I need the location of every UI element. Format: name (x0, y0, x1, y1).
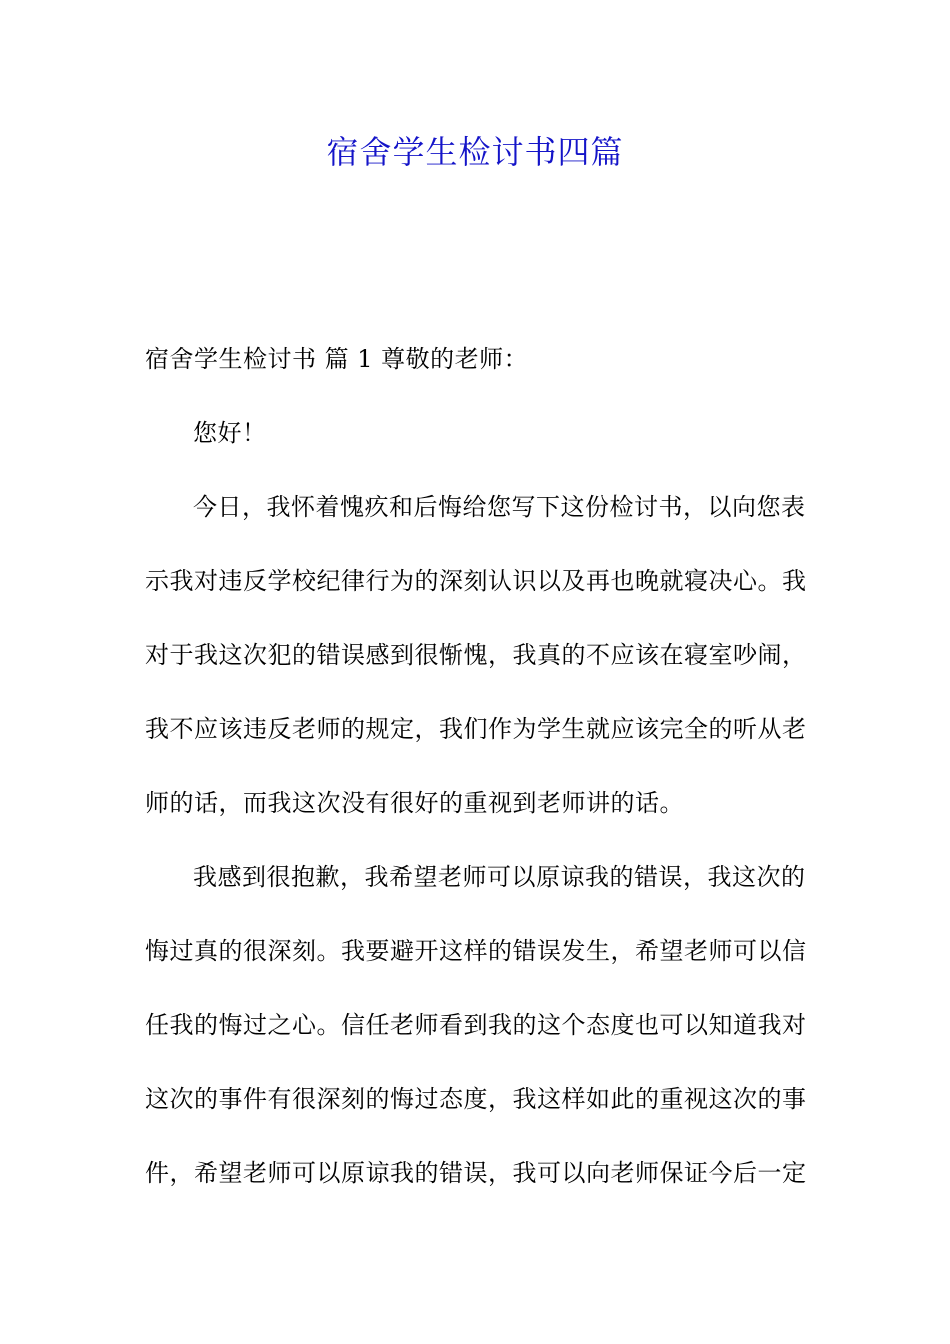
document-title: 宿舍学生检讨书四篇 (326, 133, 624, 171)
body-line-greeting: 您好！ (193, 419, 267, 447)
body-line: 件，希望老师可以原谅我的错误，我可以向老师保证今后一定 (145, 1159, 807, 1187)
document-body (145, 336, 807, 1224)
body-line: 悔过真的很深刻。我要避开这样的错误发生，希望老师可以信 (145, 937, 807, 965)
body-line-heading: 宿舍学生检讨书 篇 1 尊敬的老师： (145, 345, 529, 373)
body-line: 示我对违反学校纪律行为的深刻认识以及再也晚就寝决心。我 (145, 567, 807, 595)
body-line: 今日，我怀着愧疚和后悔给您写下这份检讨书，以向您表 (193, 493, 806, 521)
body-line: 我不应该违反老师的规定，我们作为学生就应该完全的听从老 (145, 715, 807, 743)
body-line: 对于我这次犯的错误感到很惭愧，我真的不应该在寝室吵闹， (145, 641, 807, 669)
body-line: 我感到很抱歉，我希望老师可以原谅我的错误，我这次的 (193, 863, 806, 891)
body-line: 这次的事件有很深刻的悔过态度，我这样如此的重视这次的事 (145, 1085, 807, 1113)
body-line: 师的话，而我这次没有很好的重视到老师讲的话。 (145, 789, 684, 817)
body-line: 任我的悔过之心。信任老师看到我的这个态度也可以知道我对 (145, 1011, 807, 1039)
